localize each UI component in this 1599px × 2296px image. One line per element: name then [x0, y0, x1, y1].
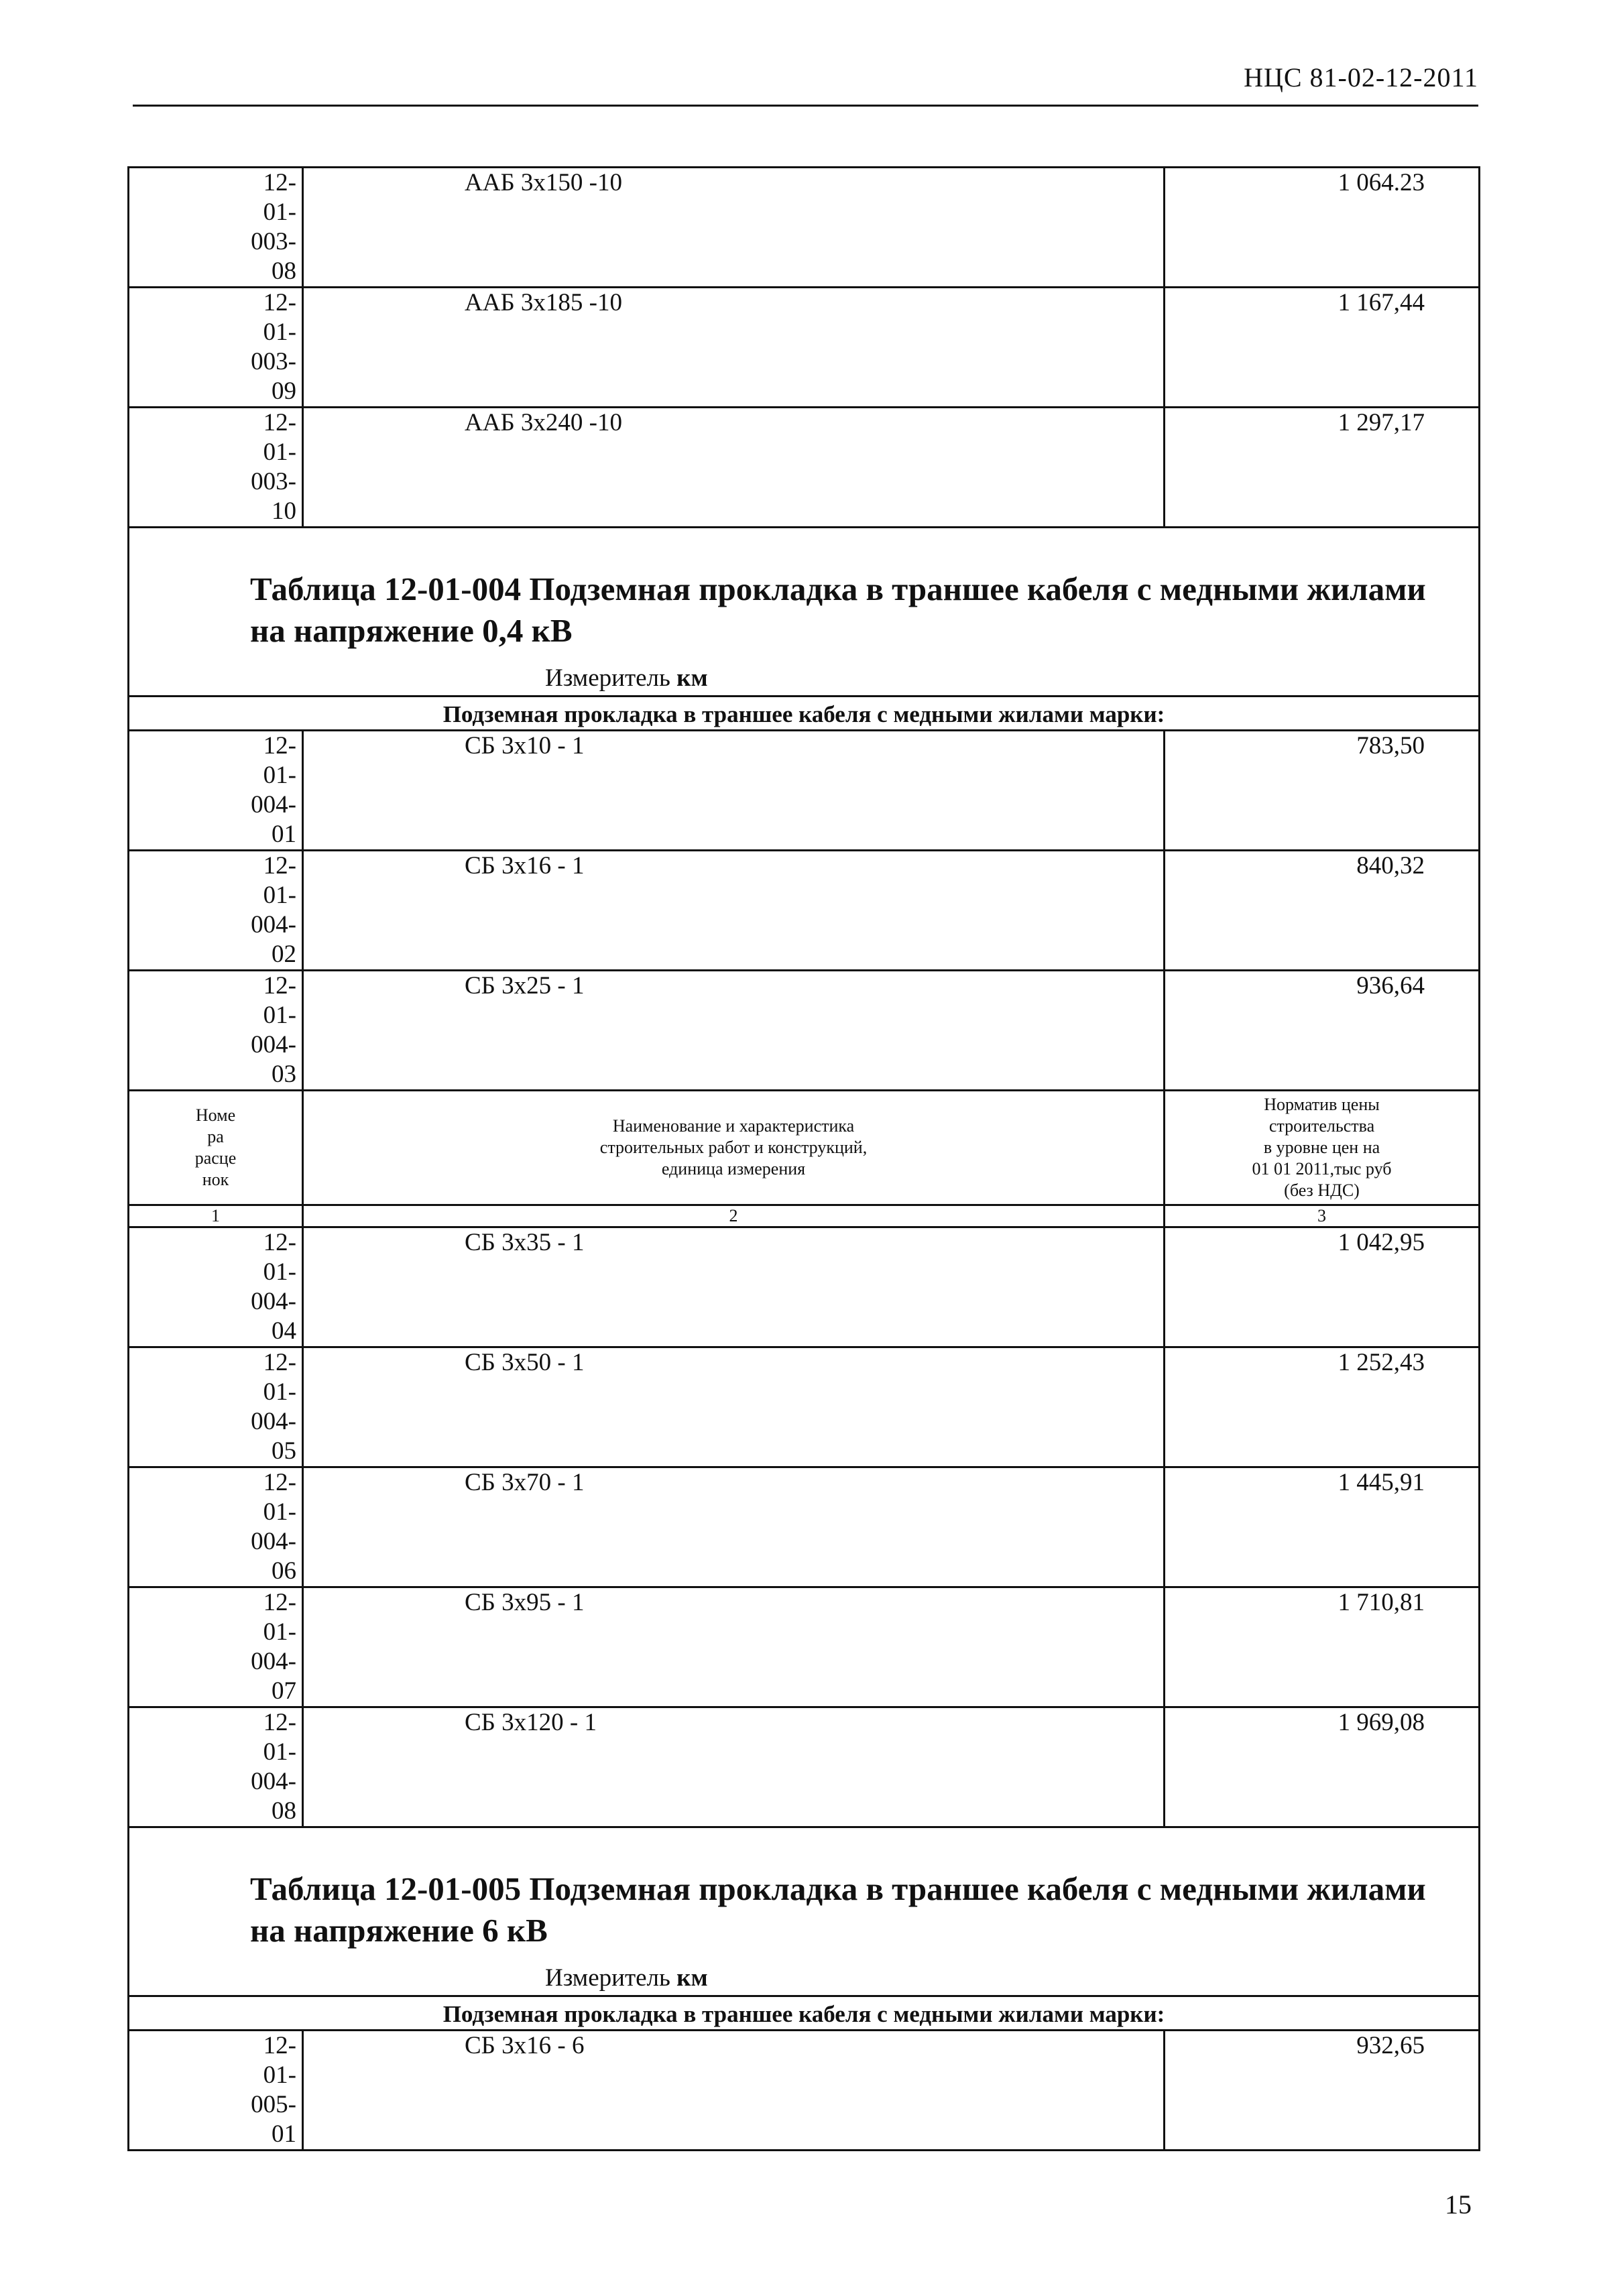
table-row — [129, 971, 1480, 1091]
table-row — [129, 288, 1480, 408]
rate-code: 12- 01- 004- 05 — [129, 1347, 303, 1467]
item-name: СБ 3х35 - 1 — [303, 1227, 1165, 1347]
item-name: СБ 3х25 - 1 — [303, 971, 1165, 1091]
table-row — [129, 1227, 1480, 1347]
measure-line — [250, 1951, 1465, 1995]
rate-code: 12- 01- 004- 07 — [129, 1587, 303, 1707]
item-price: 1 445,91 — [1165, 1467, 1480, 1587]
item-price: 932,65 — [1165, 2031, 1480, 2151]
item-name: СБ 3х16 - 1 — [303, 851, 1165, 971]
page-number: 15 — [1445, 2189, 1472, 2220]
item-price: 1 297,17 — [1165, 408, 1480, 528]
item-price: 1 969,08 — [1165, 1707, 1480, 1827]
table-row — [129, 168, 1480, 288]
table-title-005: Таблица 12-01-005 Подземная прокладка в траншее кабеля с медными жилами на напряжение 6 кВ — [250, 1870, 1426, 1949]
table-row — [129, 851, 1480, 971]
item-price: 1 064.23 — [1165, 168, 1480, 288]
item-name: СБ 3х120 - 1 — [303, 1707, 1165, 1827]
header-rule — [133, 105, 1478, 107]
rate-code: 12- 01- 003- 09 — [129, 288, 303, 408]
column-header-row — [129, 1091, 1480, 1205]
measure-label: Измеритель — [545, 1964, 670, 1992]
item-name: СБ 3х16 - 6 — [303, 2031, 1165, 2151]
item-name: ААБ 3х240 -10 — [303, 408, 1165, 528]
column-number: 1 — [129, 1205, 303, 1227]
rates-table — [127, 166, 1480, 2151]
rate-code: 12- 01- 003- 10 — [129, 408, 303, 528]
item-name: СБ 3х70 - 1 — [303, 1467, 1165, 1587]
group-header-row — [129, 697, 1480, 731]
measure-label: Измеритель — [545, 664, 670, 692]
column-header-name: Наименование и характеристика строительных работ и конструкций, единица измерения — [303, 1091, 1165, 1205]
item-price: 1 252,43 — [1165, 1347, 1480, 1467]
group-header-row — [129, 1996, 1480, 2031]
column-number-row — [129, 1205, 1480, 1227]
rate-code: 12- 01- 004- 01 — [129, 731, 303, 851]
item-price: 936,64 — [1165, 971, 1480, 1091]
item-name: СБ 3х10 - 1 — [303, 731, 1165, 851]
price-table-document — [127, 166, 1478, 2151]
rate-code: 12- 01- 005- 01 — [129, 2031, 303, 2151]
measure-line — [250, 652, 1465, 695]
item-price: 1 042,95 — [1165, 1227, 1480, 1347]
group-header: Подземная прокладка в траншее кабеля с медными жилами марки: — [129, 1996, 1480, 2031]
item-name: ААБ 3х185 -10 — [303, 288, 1165, 408]
table-row — [129, 731, 1480, 851]
rate-code: 12- 01- 004- 02 — [129, 851, 303, 971]
rate-code: 12- 01- 004- 06 — [129, 1467, 303, 1587]
section-title-row — [129, 1827, 1480, 1996]
column-header-price: Норматив цены строительства в уровне цен на 01 01 2011,тыс руб (без НДС) — [1165, 1091, 1480, 1205]
section-title-row — [129, 528, 1480, 697]
column-header-code: Номе ра расце нок — [129, 1091, 303, 1205]
table-row — [129, 1467, 1480, 1587]
table-row — [129, 1587, 1480, 1707]
item-price: 1 167,44 — [1165, 288, 1480, 408]
item-price: 840,32 — [1165, 851, 1480, 971]
item-price: 783,50 — [1165, 731, 1480, 851]
rate-code: 12- 01- 004- 03 — [129, 971, 303, 1091]
rate-code: 12- 01- 003- 08 — [129, 168, 303, 288]
table-row — [129, 2031, 1480, 2151]
item-name: СБ 3х50 - 1 — [303, 1347, 1165, 1467]
column-number: 2 — [303, 1205, 1165, 1227]
column-number: 3 — [1165, 1205, 1480, 1227]
table-title-004: Таблица 12-01-004 Подземная прокладка в траншее кабеля с медными жилами на напряжение 0,4 кВ — [250, 570, 1426, 649]
measure-unit: км — [676, 1964, 708, 1992]
table-row — [129, 408, 1480, 528]
table-row — [129, 1347, 1480, 1467]
rate-code: 12- 01- 004- 04 — [129, 1227, 303, 1347]
item-price: 1 710,81 — [1165, 1587, 1480, 1707]
item-name: ААБ 3х150 -10 — [303, 168, 1165, 288]
rate-code: 12- 01- 004- 08 — [129, 1707, 303, 1827]
item-name: СБ 3х95 - 1 — [303, 1587, 1165, 1707]
group-header: Подземная прокладка в траншее кабеля с медными жилами марки: — [129, 697, 1480, 731]
document-code: НЦС 81-02-12-2011 — [1244, 62, 1478, 93]
table-row — [129, 1707, 1480, 1827]
measure-unit: км — [676, 664, 708, 692]
